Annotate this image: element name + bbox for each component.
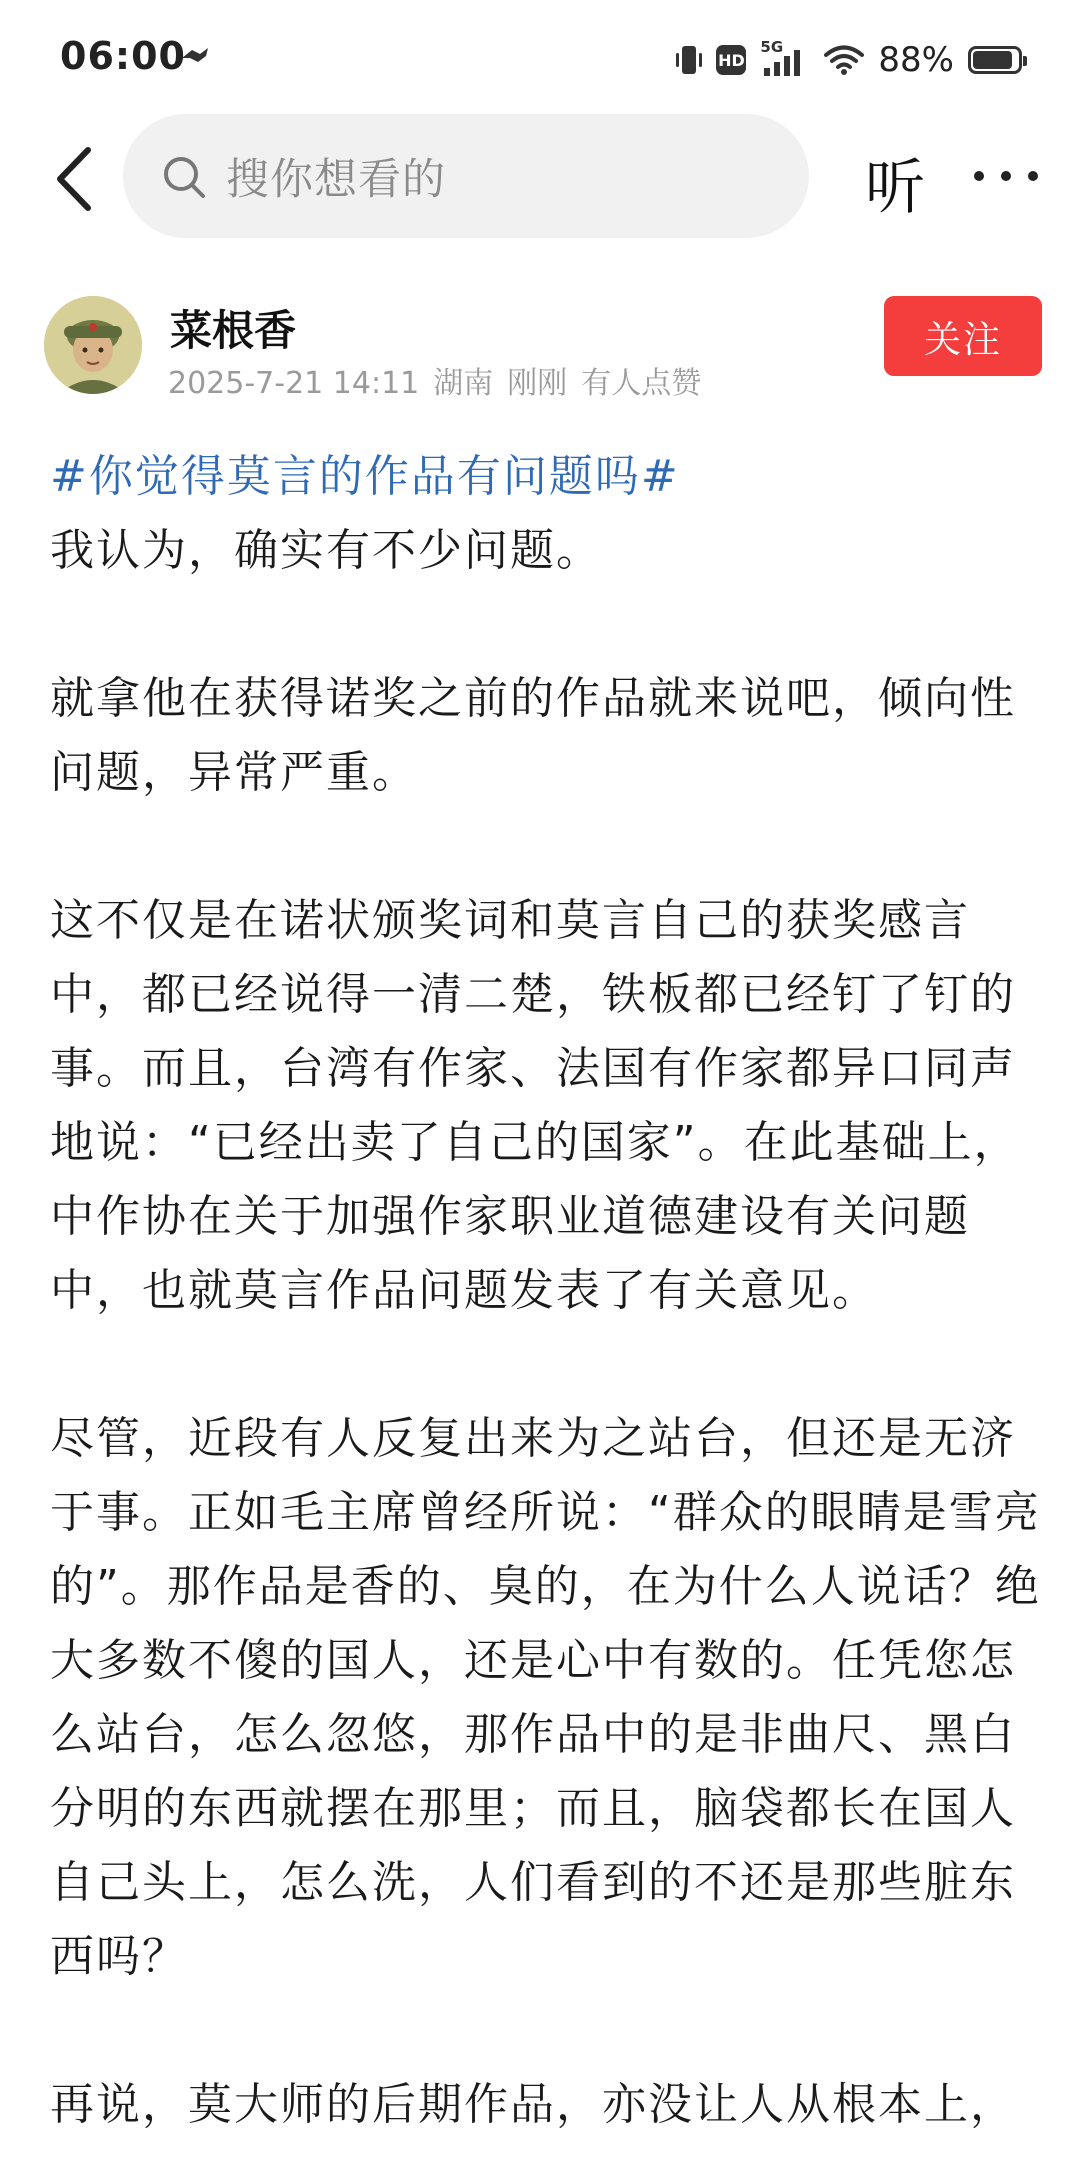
article-paragraph: 我认为，确实有不少问题。 bbox=[50, 525, 602, 576]
back-arrow-icon[interactable] bbox=[50, 144, 100, 214]
moon-icon bbox=[178, 44, 212, 68]
battery-icon bbox=[968, 46, 1022, 74]
status-icons bbox=[676, 36, 1022, 84]
search-icon bbox=[161, 154, 207, 200]
post-time-ago: 刚刚 bbox=[507, 366, 568, 401]
network-type: 5G bbox=[760, 38, 784, 56]
status-bar bbox=[0, 0, 1080, 120]
article-paragraph: 就拿他在获得诺奖之前的作品就来说吧，倾向性问题，异常严重。 bbox=[50, 673, 1016, 798]
author-header bbox=[0, 290, 1080, 410]
status-time: 06:00 bbox=[60, 34, 186, 78]
top-nav bbox=[0, 112, 1080, 242]
vibrate-icon bbox=[676, 43, 702, 77]
post-meta bbox=[168, 358, 715, 402]
article-paragraph: 再说，莫大师的后期作品，亦没让人从根本上， bbox=[50, 2079, 1016, 2130]
article-body bbox=[50, 440, 1050, 2142]
post-location: 湖南 bbox=[433, 366, 494, 401]
listen-button[interactable]: 听 bbox=[865, 153, 925, 223]
author-name[interactable]: 菜根香 bbox=[170, 306, 297, 355]
post-date: 2025-7-21 14:11 bbox=[168, 366, 420, 401]
article-paragraph: 尽管，近段有人反复出来为之站台，但还是无济于事。正如毛主席曾经所说：“群众的眼睛是雪亮的”。那作品是香的、臭的，在为什么人说话？绝大多数不傻的国人，还是心中有数的。任凭您怎么站台，怎么忽悠，那作品中的是非曲尺、黑白分明的东西就摆在那里；而且，脑袋都长在国人自己头上，怎么洗，人们看到的不还是那些脏东西吗？ bbox=[50, 1413, 1041, 1982]
wifi-icon bbox=[824, 44, 864, 76]
likes-note: 有人点赞 bbox=[581, 366, 702, 401]
avatar[interactable] bbox=[44, 296, 142, 394]
follow-button[interactable]: 关注 bbox=[884, 296, 1042, 376]
hd-icon: HD bbox=[716, 45, 746, 75]
more-icon[interactable] bbox=[974, 164, 1038, 188]
article-paragraph: 这不仅是在诺状颁奖词和莫言自己的获奖感言中，都已经说得一清二楚，铁板都已经钉了钉的事。而且，台湾有作家、法国有作家都异口同声地说：“已经出卖了自己的国家”。在此基础上，中作协在关于加强作家职业道德建设有关问题中，也就莫言作品问题发表了有关意见。 bbox=[50, 895, 1020, 1316]
battery-percent: 88% bbox=[878, 40, 954, 80]
battery-fill bbox=[973, 51, 1012, 69]
signal-icon bbox=[760, 38, 810, 78]
search-input[interactable] bbox=[123, 114, 809, 238]
topic-hashtag[interactable]: #你觉得莫言的作品有问题吗# bbox=[50, 451, 680, 502]
search-placeholder: 搜你想看的 bbox=[226, 155, 446, 205]
